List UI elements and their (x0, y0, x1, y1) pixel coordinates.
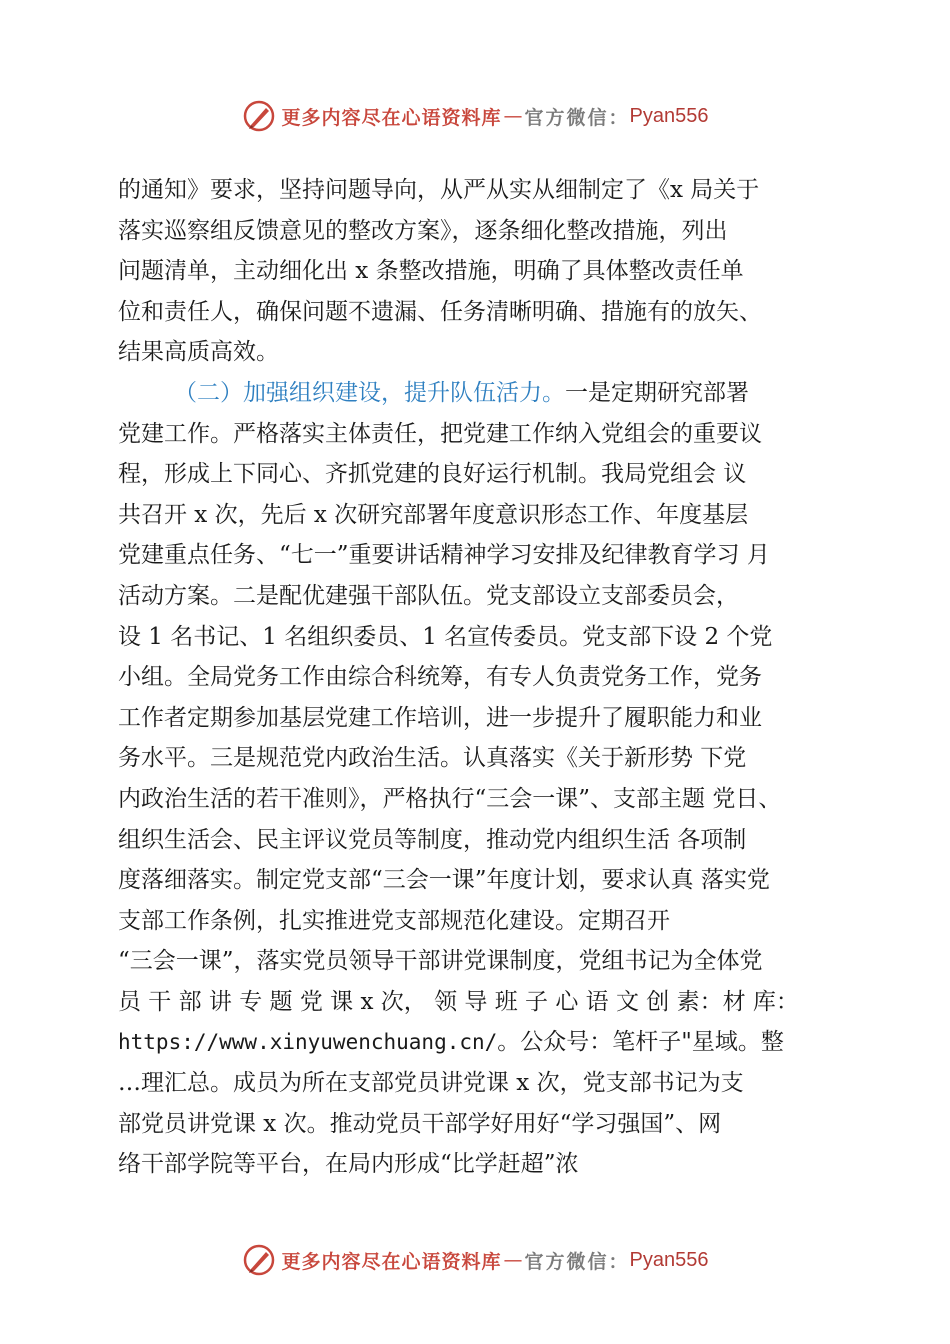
pen-logo-icon (242, 99, 276, 133)
text-line: 结果高质高效。 (118, 339, 279, 366)
text-line: 组织生活会、民主评议党员等制度，推动党内组织生活 各项制 (118, 826, 747, 853)
text-line: 部党员讲党课 x 次。推动党员干部学好用好“学习强国”、网 (118, 1110, 722, 1137)
text-line: 设 1 名书记、1 名组织委员、1 名宣传委员。党支部下设 2 个党 (118, 623, 773, 650)
banner-separator: — (503, 105, 523, 127)
section-heading: （二）加强组织建设，提升队伍活力。 (174, 379, 565, 406)
website-url: https://www.xinyuwenchuang.cn/ (118, 1030, 498, 1055)
text-line: 小组。全局党务工作由综合科统筹，有专人负责党务工作，党务 (118, 664, 762, 691)
text-line: “三会一课”，落实党员领导干部讲党课制度，党组书记为全体党 (118, 948, 763, 975)
text-line: …理汇总。成员为所在支部党员讲党课 x 次，党支部书记为支 (118, 1070, 744, 1097)
text-line: 工作者定期参加基层党建工作培训，进一步提升了履职能力和业 (118, 704, 762, 731)
document-body (118, 170, 863, 1185)
text-line: 落实巡察组反馈意见的整改方案》，逐条细化整改措施，列出 (118, 217, 728, 244)
section-heading-line (118, 373, 863, 414)
pen-logo-icon (242, 1243, 276, 1277)
heading-continuation: 一是定期研究部署 (565, 379, 749, 406)
header-banner (0, 96, 950, 136)
text-line: 务水平。三是规范党内政治生活。认真落实《关于新形势 下党 (118, 745, 747, 772)
banner-separator: — (503, 1249, 523, 1271)
url-line-continuation: 。公众号：笔杆子"星域。整 (497, 1029, 784, 1056)
footer-banner (0, 1240, 950, 1280)
banner-wechat-id: Pyan556 (629, 1248, 709, 1271)
text-line: 络干部学院等平台，在局内形成“比学赶超”浓 (118, 1151, 579, 1178)
banner-wechat-label: 官方微信： (524, 1250, 630, 1273)
text-line: 的通知》要求，坚持问题导向，从严从实从细制定了《x 局关于 (118, 177, 760, 203)
text-line: 程，形成上下同心、齐抓党建的良好运行机制。我局党组会 议 (118, 461, 747, 488)
text-line: 活动方案。二是配优建强干部队伍。党支部设立支部委员会， (118, 582, 739, 609)
text-line: 共召开 x 次，先后 x 次研究部署年度意识形态工作、年度基层 (118, 501, 749, 528)
banner-text: 更多内容尽在心语资料库 (281, 1250, 502, 1273)
banner-wechat-id: Pyan556 (629, 104, 709, 127)
text-line: 员 干 部 讲 专 题 党 课 x 次， 领 导 班 子 心 语 文 创 素：材 库： (118, 988, 799, 1015)
banner-text: 更多内容尽在心语资料库 (281, 106, 502, 129)
url-line (118, 1022, 863, 1063)
text-line: 问题清单，主动细化出 x 条整改措施，明确了具体整改责任单 (118, 258, 744, 285)
banner-wechat-label: 官方微信： (524, 106, 630, 129)
text-line: 内政治生活的若干准则》，严格执行“三会一课”、支部主题 党日、 (118, 785, 782, 812)
text-line: 党建工作。严格落实主体责任，把党建工作纳入党组会的重要议 (118, 420, 762, 447)
text-line: 位和责任人，确保问题不遗漏、任务清晰明确、措施有的放矢、 (118, 298, 762, 325)
text-line: 支部工作条例，扎实推进党支部规范化建设。定期召开 (118, 907, 670, 934)
text-line: 党建重点任务、“七一”重要讲话精神学习安排及纪律教育学习 月 (118, 542, 770, 569)
text-line: 度落细落实。制定党支部“三会一课”年度计划，要求认真 落实党 (118, 867, 770, 894)
